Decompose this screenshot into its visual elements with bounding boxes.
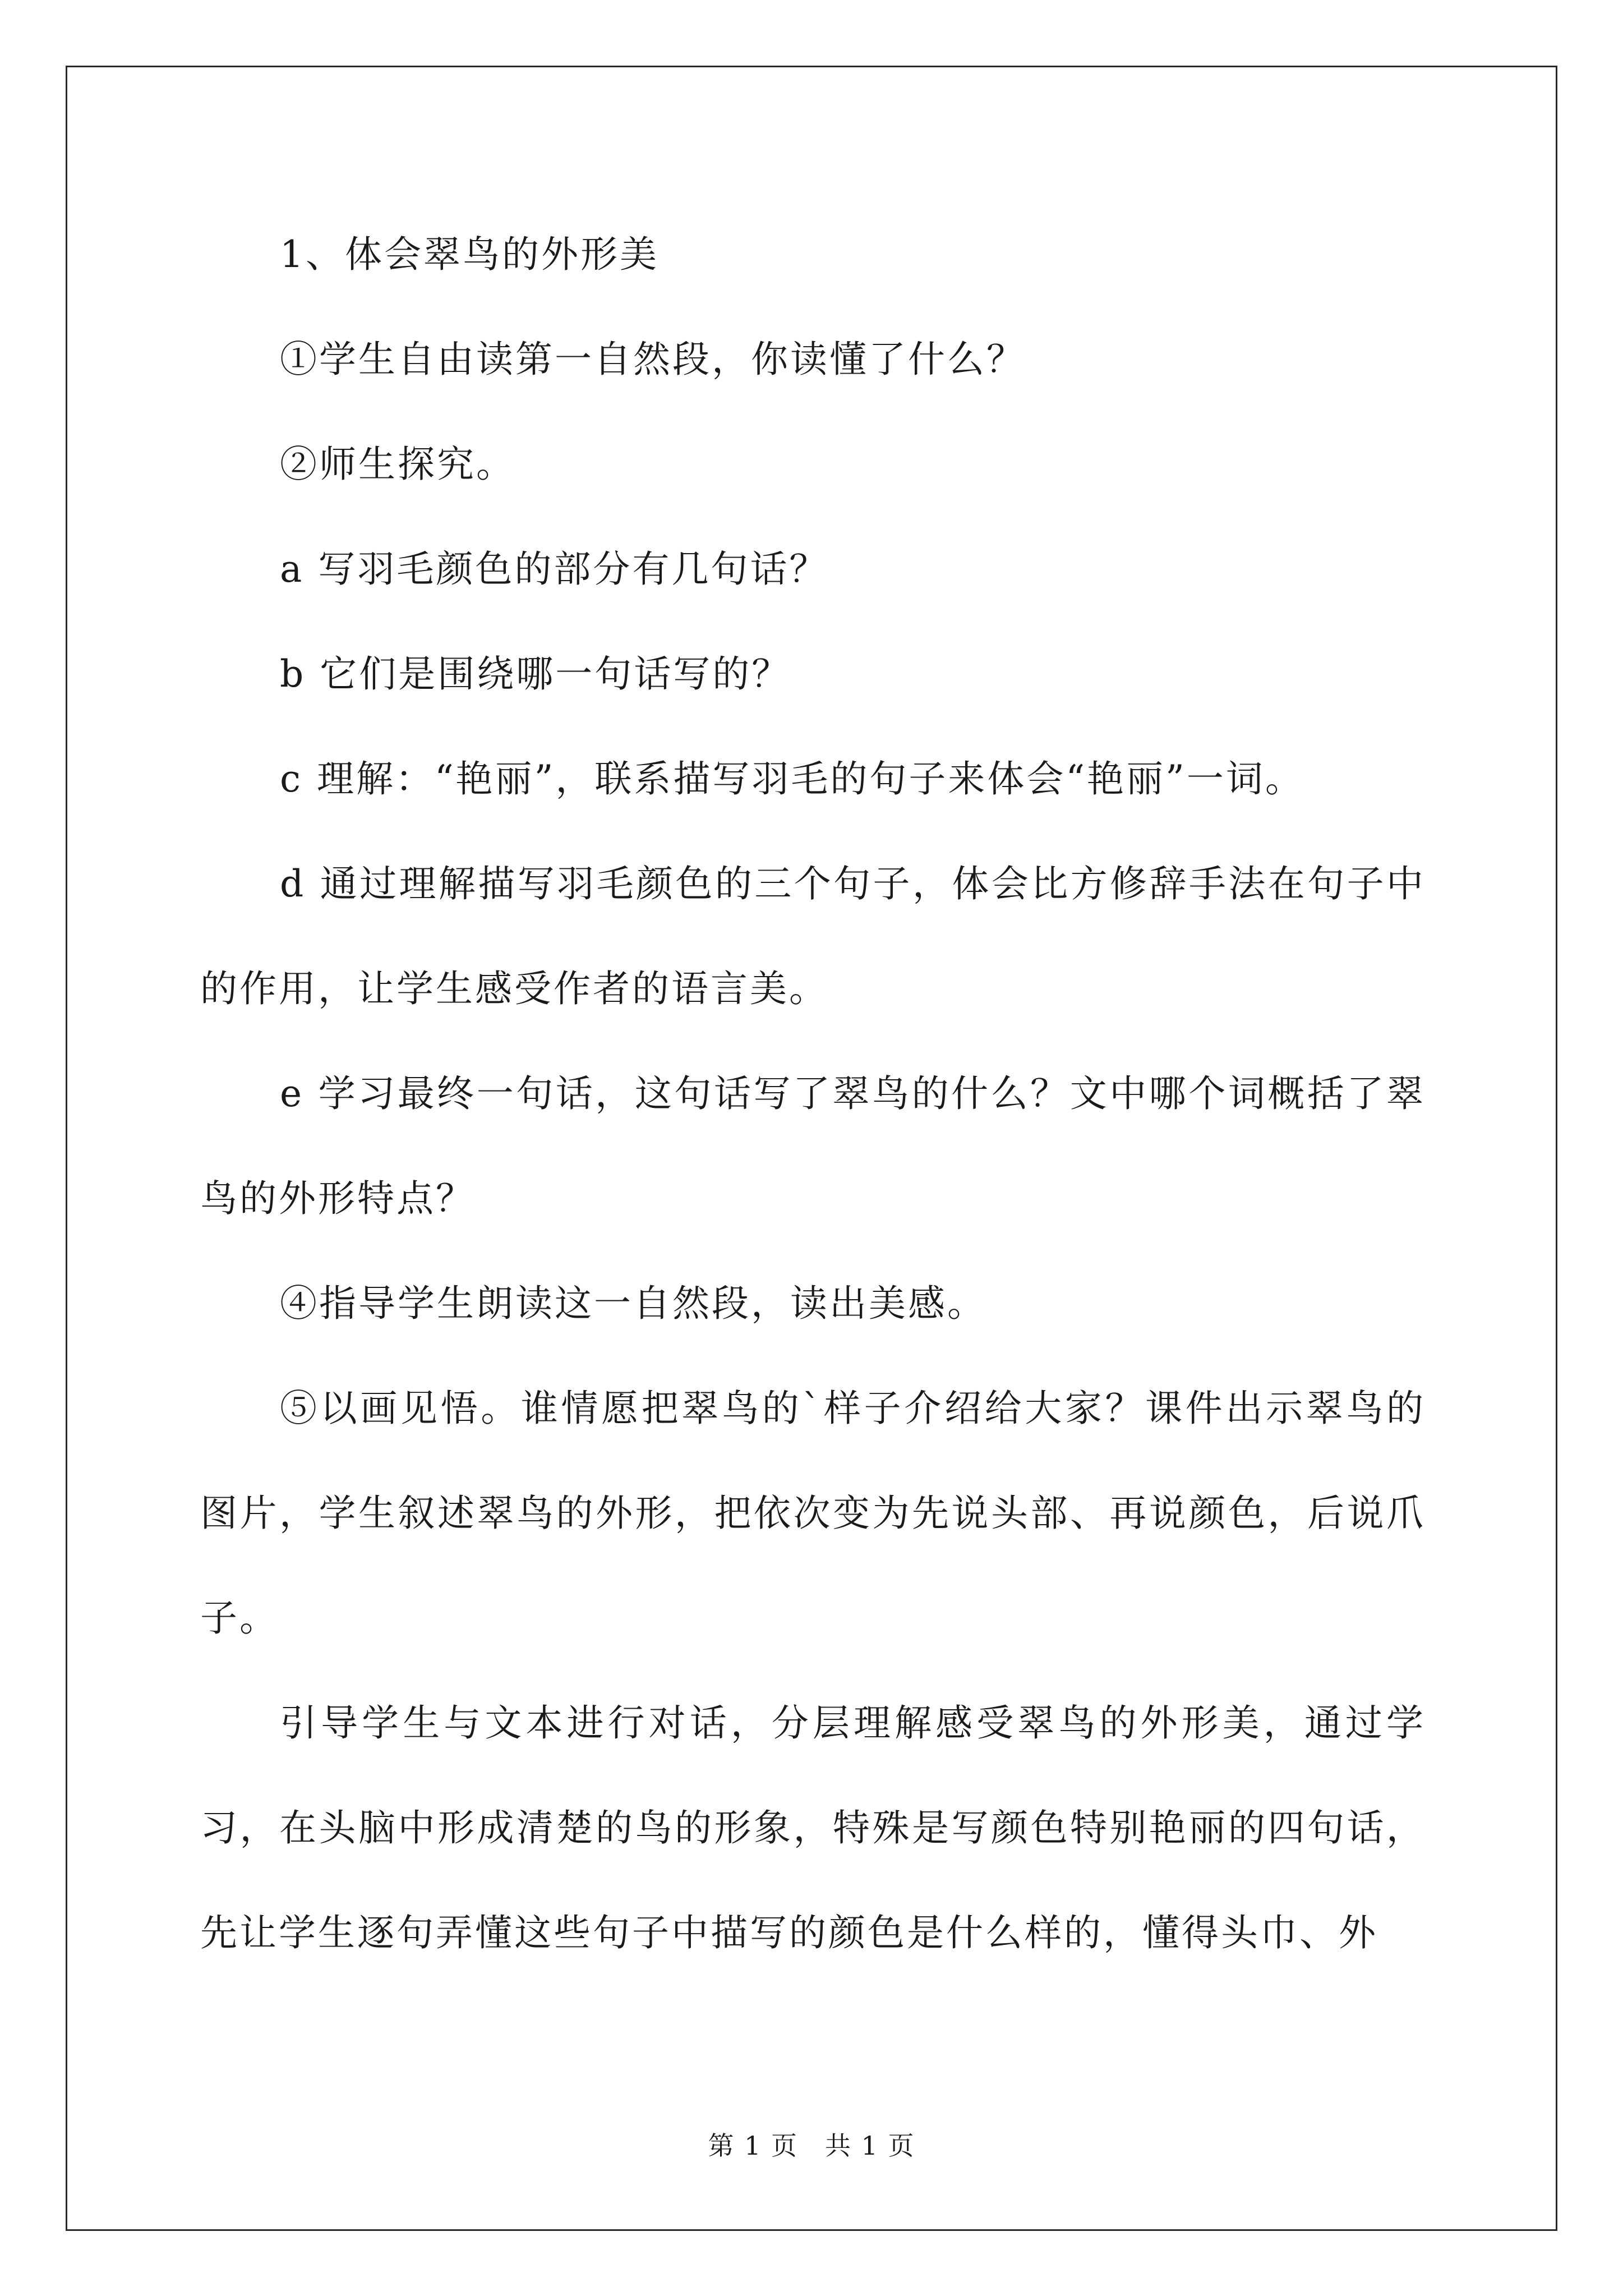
paragraph-step-4: ④指导学生朗读这一自然段，读出美感。 [280,1282,986,1325]
paragraph-item-c: c 理解：“艳丽”，联系描写羽毛的句子来体会“艳丽”一词。 [280,757,1304,800]
page-number: 第 1 页 [708,2131,798,2161]
paragraph-item-d: d 通过理解描写羽毛颜色的三个句子，体会比方修辞手法在句子中的作用，让学生感受作者的语言美。 [200,862,1426,1010]
paragraph-step-5: ⑤以画见悟。谁情愿把翠鸟的`样子介绍给大家？课件出示翠鸟的图片，学生叙述翠鸟的外形，把依次变为先说头部、再说颜色，后说爪子。 [200,1387,1426,1640]
paragraph-step-1: ①学生自由读第一自然段，你读懂了什么？ [280,338,1026,381]
paragraph-step-2: ②师生探究。 [280,443,515,486]
paragraph-commentary: 引导学生与文本进行对话，分层理解感受翠鸟的外形美，通过学习，在头脑中形成清楚的鸟的形象，特殊是写颜色特别艳丽的四句话，先让学生逐句弄懂这些句子中描写的颜色是什么样的，懂得头巾、外 [200,1701,1426,1954]
paragraph-item-a: a 写羽毛颜色的部分有几句话？ [280,547,829,591]
page-total: 共 1 页 [825,2131,915,2161]
paragraph-section-heading: 1、体会翠鸟的外形美 [280,233,659,276]
page-footer [0,2129,1623,2162]
paragraph-item-e: e 学习最终一句话，这句话写了翠鸟的什么？文中哪个词概括了翠鸟的外形特点？ [200,1072,1426,1220]
paragraph-item-b: b 它们是围绕哪一句话写的？ [280,652,791,696]
document-body [200,202,1426,1985]
